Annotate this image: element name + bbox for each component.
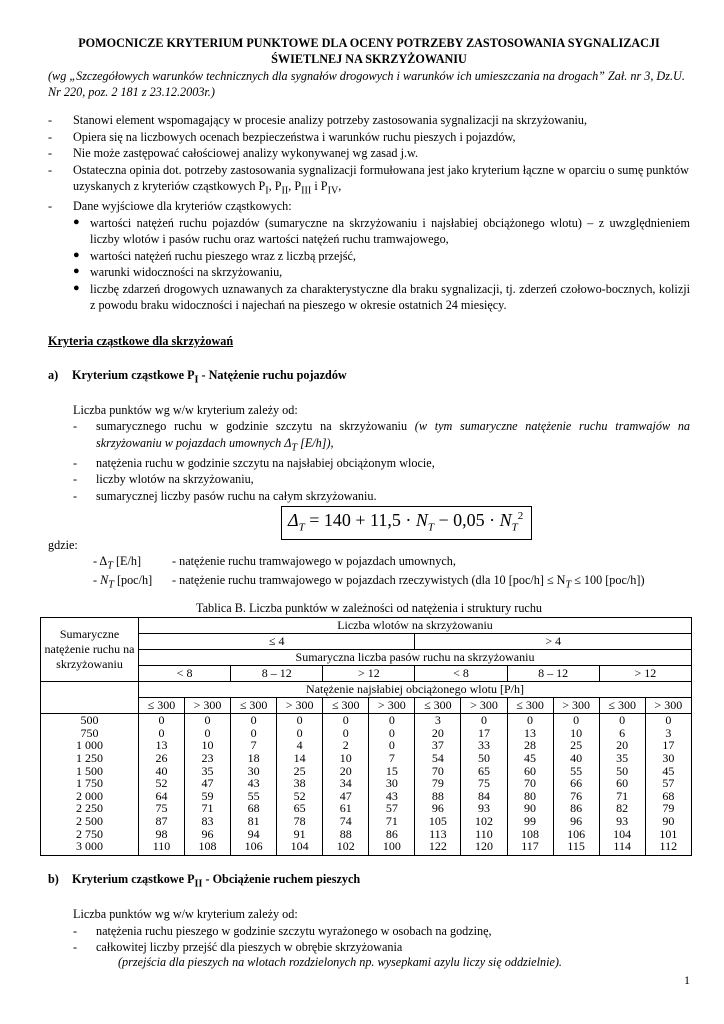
table-cell: 70 (507, 777, 553, 790)
bullet-item: ● wartości natężeń ruchu pojazdów (sumaryczne na skrzyżowaniu i najsłabiej obciążonego wlotu) – z uwzględnieniem liczby wlotów i pasów ruchu oraz wartości natężeń ruchu tramwajowego, (73, 215, 690, 247)
table-cell: 76 (553, 790, 599, 803)
table-cell: 0 (277, 727, 323, 740)
table-row (41, 840, 692, 856)
points-table (40, 617, 692, 856)
table-cell: 99 (507, 815, 553, 828)
table-cell: 52 (139, 777, 185, 790)
table-cell: 83 (184, 815, 230, 828)
table-cell: 88 (415, 790, 461, 803)
row-header: 750 (41, 727, 139, 740)
definition-row: - $N_T$ [poc/h] - natężenie ruchu tramwajowego w pojazdach rzeczywistych (dla 10 $[poc/h] \le N_T \le 100$ [poc/h]) (93, 572, 645, 591)
list-item: - liczby wlotów na skrzyżowaniu, (73, 472, 254, 487)
table-cell: 75 (139, 802, 185, 815)
table-cell: 40 (553, 752, 599, 765)
table-cell: 108 (184, 840, 230, 856)
list-item: - Opiera się na liczbowych ocenach bezpieczeństwa i warunków ruchu pieszych i pojazdów, (48, 129, 516, 144)
column-header: ≤ 300 (231, 698, 277, 714)
table-cell: 82 (599, 802, 645, 815)
table-cell: 93 (599, 815, 645, 828)
list-item: - całkowitej liczby przejść dla pieszych w obrębie skrzyżowania (73, 940, 403, 954)
table-cell: 50 (461, 752, 507, 765)
list-item: - Stanowi element wspomagający w procesie analizy potrzeby zastosowania sygnalizacji na skrzyżowaniu, (48, 113, 588, 128)
table-cell: 93 (461, 802, 507, 815)
table-cell: 23 (184, 752, 230, 765)
table-cell: 7 (369, 752, 415, 765)
table-cell: 52 (277, 790, 323, 803)
table-cell: 3 (415, 714, 461, 727)
column-header: > 300 (645, 698, 691, 714)
table-cell: 55 (231, 790, 277, 803)
row-header: 1 500 (41, 765, 139, 778)
table-cell: 0 (184, 727, 230, 740)
table-cell: 101 (645, 828, 691, 841)
table-cell: 105 (415, 815, 461, 828)
table-cell: 86 (553, 802, 599, 815)
bullet-list (48, 215, 690, 314)
table-cell: 30 (369, 777, 415, 790)
table-cell: 13 (507, 727, 553, 740)
table-cell: 34 (323, 777, 369, 790)
table-cell: 28 (507, 739, 553, 752)
list-item: - natężenia ruchu pieszego w godzinie szczytu wyrażonego w osobach na godzinę, (73, 923, 492, 938)
table-cell: 66 (553, 777, 599, 790)
row-header: 500 (41, 714, 139, 727)
table-cell: 112 (645, 840, 691, 856)
table-cell: 0 (369, 714, 415, 727)
table-cell: 61 (323, 802, 369, 815)
table-row (41, 828, 692, 841)
table-cell: 35 (599, 752, 645, 765)
table-cell: 4 (277, 739, 323, 752)
table-cell: 45 (507, 752, 553, 765)
criterion-b-list (48, 923, 690, 956)
bullet-item: ● liczbę zdarzeń drogowych uznawanych za charakterystyczne dla braku sygnalizacji, tj. zderzeń czołowo-bocznych, kolizji z powodu braku widoczności i najechań na pieszego w okresie ostatnich 24 miesięcy. (73, 281, 690, 313)
column-header: > 300 (277, 698, 323, 714)
table-cell: 98 (139, 828, 185, 841)
table-cell: 20 (415, 727, 461, 740)
table-cell: 0 (553, 714, 599, 727)
table-cell: 96 (415, 802, 461, 815)
table-cell: 102 (461, 815, 507, 828)
table-cell: 17 (645, 739, 691, 752)
table-cell: 122 (415, 840, 461, 856)
table-cell: 20 (323, 765, 369, 778)
row-header: 3 000 (41, 840, 139, 856)
criterion-a-intro: Liczba punktów wg w/w kryterium zależy od: (73, 403, 298, 418)
criterion-a-heading: a) Kryterium cząstkowe $P_I$ - Natężenie ruchu pojazdów (48, 368, 347, 386)
bullet-item: ● wartości natężeń ruchu pieszego wraz z liczbą przejść, (73, 248, 356, 263)
table-cell: 47 (323, 790, 369, 803)
table-cell: 0 (231, 714, 277, 727)
table-cell: 87 (139, 815, 185, 828)
table-cell: 0 (139, 727, 185, 740)
table-cell: 90 (645, 815, 691, 828)
table-cell: 18 (231, 752, 277, 765)
where-label: gdzie: (48, 538, 78, 553)
table-cell: 65 (461, 765, 507, 778)
table-cell: 71 (184, 802, 230, 815)
table-cell: 80 (507, 790, 553, 803)
table-cell: 0 (323, 714, 369, 727)
column-header: ≤ 300 (599, 698, 645, 714)
table-cell: 60 (507, 765, 553, 778)
table-cell: 0 (184, 714, 230, 727)
table-cell: 114 (599, 840, 645, 856)
table-cell: 71 (369, 815, 415, 828)
table-row (41, 765, 692, 778)
column-header: ≤ 300 (507, 698, 553, 714)
table-cell: 15 (369, 765, 415, 778)
page-title: POMOCNICZE KRYTERIUM PUNKTOWE DLA OCENY POTRZEBY ZASTOSOWANIA SYGNALIZACJI ŚWIETLNEJ NA SKRZYŻOWANIU (78, 36, 660, 66)
table-row (41, 790, 692, 803)
table-cell: 0 (507, 714, 553, 727)
column-header: ≤ 300 (415, 698, 461, 714)
table-header: Sumaryczne natężenie ruchu na skrzyżowaniu Liczba wlotów na skrzyżowaniu ≤ 4 > 4 Sumaryczna liczba pasów ruchu na skrzyżowaniu < 8 8 – 12 > 12 < 8 8 – 12 > 12 Natężenie najsłabiej obciążonego wlotu [P/h] ≤ 300 > 300 ≤ 300 > 300 ≤ 300 > 300 ≤ 300 > 300 ≤ 300 > 300 ≤ 300 > 300 (41, 618, 692, 714)
table-cell: 59 (184, 790, 230, 803)
table-cell: 25 (553, 739, 599, 752)
table-cell: 96 (553, 815, 599, 828)
row-header: 2 000 (41, 790, 139, 803)
table-cell: 50 (599, 765, 645, 778)
table-cell: 96 (184, 828, 230, 841)
table-cell: 110 (139, 840, 185, 856)
table-cell: 70 (415, 765, 461, 778)
table-cell: 0 (369, 727, 415, 740)
list-item: - sumarycznej liczby pasów ruchu na całym skrzyżowaniu. (73, 488, 377, 503)
table-cell: 54 (415, 752, 461, 765)
column-header: > 300 (184, 698, 230, 714)
table-row (41, 815, 692, 828)
tram-formula: $\Delta_T = 140 + 11,5 \cdot N_T - 0,05 \cdot N_T^2$ (281, 506, 532, 539)
table-cell: 14 (277, 752, 323, 765)
table-cell: 57 (369, 802, 415, 815)
table-cell: 120 (461, 840, 507, 856)
row-header: 1 000 (41, 739, 139, 752)
table-cell: 47 (184, 777, 230, 790)
table-cell: 79 (415, 777, 461, 790)
intro-list (48, 112, 690, 313)
table-row (41, 727, 692, 740)
table-cell: 0 (461, 714, 507, 727)
list-item: - Nie może zastępować całościowej analizy wykonywanej wg zasad j.w. (48, 146, 419, 161)
list-item: - sumarycznego ruchu w godzinie szczytu na skrzyżowaniu (w tym sumaryczne natężenie ruchu tramwajów na skrzyżowaniu w pojazdach umownych $\Delta_T$ [E/h]), (73, 419, 691, 454)
column-header: > 300 (461, 698, 507, 714)
table-cell: 0 (645, 714, 691, 727)
definition-row: - $\Delta_T$ [E/h] - natężenie ruchu tramwajowego w pojazdach umownych, (93, 553, 456, 572)
table-caption: Tablica B. Liczba punktów w zależności od natężenia i struktury ruchu (195, 600, 543, 615)
table-cell: 43 (231, 777, 277, 790)
document-page (44, 36, 691, 971)
table-cell: 10 (184, 739, 230, 752)
table-cell: 75 (461, 777, 507, 790)
table-cell: 26 (139, 752, 185, 765)
table-cell: 113 (415, 828, 461, 841)
column-header: > 300 (369, 698, 415, 714)
table-cell: 78 (277, 815, 323, 828)
table-cell: 57 (645, 777, 691, 790)
table-cell: 81 (231, 815, 277, 828)
table-cell: 40 (139, 765, 185, 778)
table-cell: 10 (553, 727, 599, 740)
table-cell: 90 (507, 802, 553, 815)
row-header: 1 250 (41, 752, 139, 765)
formula-row (48, 506, 690, 540)
table-cell: 25 (277, 765, 323, 778)
table-cell: 64 (139, 790, 185, 803)
table-cell: 33 (461, 739, 507, 752)
table-cell: 30 (231, 765, 277, 778)
table-cell: 0 (277, 714, 323, 727)
table-row (41, 777, 692, 790)
table-cell: 106 (231, 840, 277, 856)
table-cell: 115 (553, 840, 599, 856)
column-header: ≤ 300 (139, 698, 185, 714)
source-reference: (wg „Szczegółowych warunków technicznych dla sygnałów drogowych i warunków ich umieszczania na drogach” Zał. nr 3, Dz.U. Nr 220, poz. 2 181 z 23.12.2003r.) (48, 68, 685, 99)
list-item: - natężenia ruchu w godzinie szczytu na najsłabiej obciążonym wlocie, (73, 456, 435, 471)
first-col-header: Sumaryczne natężenie ruchu na skrzyżowaniu (41, 618, 139, 682)
definitions (93, 554, 690, 592)
table-cell: 110 (461, 828, 507, 841)
table-cell: 71 (599, 790, 645, 803)
table-cell: 79 (645, 802, 691, 815)
table-cell: 65 (277, 802, 323, 815)
row-header: 2 500 (41, 815, 139, 828)
row-header: 2 750 (41, 828, 139, 841)
table-cell: 13 (139, 739, 185, 752)
table-row (41, 752, 692, 765)
criterion-a-list (48, 418, 690, 504)
list-item: - Ostateczna opinia dot. potrzeby zastosowania sygnalizacji formułowana jest jako kryterium łączne w oparciu o sumę punktów uzyskanych z kryteriów cząstkowych $P_I$, $P_{II}$, $P_{III}$ i $P_{IV}$, (48, 162, 689, 197)
column-header: ≤ 300 (323, 698, 369, 714)
table-cell: 45 (645, 765, 691, 778)
table-cell: 43 (369, 790, 415, 803)
page-number: 1 (684, 973, 690, 987)
table-cell: 68 (231, 802, 277, 815)
table-row (41, 714, 692, 727)
table-cell: 30 (645, 752, 691, 765)
table-cell: 94 (231, 828, 277, 841)
table-row (41, 802, 692, 815)
table-cell: 38 (277, 777, 323, 790)
table-cell: 84 (461, 790, 507, 803)
table-cell: 91 (277, 828, 323, 841)
table-cell: 17 (461, 727, 507, 740)
table-cell: 7 (231, 739, 277, 752)
table-cell: 0 (369, 739, 415, 752)
row-header: 2 250 (41, 802, 139, 815)
table-body (41, 714, 692, 856)
table-cell: 74 (323, 815, 369, 828)
criterion-b-heading: b) Kryterium cząstkowe $P_{II}$ - Obciążenie ruchem pieszych (48, 872, 361, 890)
table-cell: 0 (599, 714, 645, 727)
table-cell: 37 (415, 739, 461, 752)
table-cell: 2 (323, 739, 369, 752)
criterion-b-note: (przejścia dla pieszych na wlotach rozdzielonych np. wysepkami azylu liczy się oddzielnie). (118, 955, 562, 970)
bullet-item: ● warunki widoczności na skrzyżowaniu, (73, 265, 283, 280)
table-cell: 100 (369, 840, 415, 856)
table-cell: 10 (323, 752, 369, 765)
table-cell: 86 (369, 828, 415, 841)
table-cell: 3 (645, 727, 691, 740)
table-cell: 6 (599, 727, 645, 740)
table-cell: 104 (277, 840, 323, 856)
table-row (41, 739, 692, 752)
table-cell: 102 (323, 840, 369, 856)
table-cell: 0 (139, 714, 185, 727)
column-header: > 300 (553, 698, 599, 714)
table-cell: 0 (231, 727, 277, 740)
list-item: - Dane wyjściowe dla kryteriów cząstkowych: ● wartości natężeń ruchu pojazdów (sumaryczne na skrzyżowaniu i najsłabiej obciążonego wlotu) – z uwzględnieniem liczby wlotów i pasów ruchu oraz wartości natężeń ruchu tramwajowego, ● wartości natężeń ruchu pieszego wraz z liczbą przejść, ● warunki widoczności na skrzyżowaniu, ● liczbę zdarzeń drogowych uznawanych za charakterystyczne dla braku sygnalizacji, tj. zderzeń czołowo-bocznych, kolizji z powodu braku widoczności i najechań na pieszego w okresie ostatnich 24 miesięcy. (48, 199, 690, 313)
table-cell: 55 (553, 765, 599, 778)
table-cell: 104 (599, 828, 645, 841)
table-cell: 106 (553, 828, 599, 841)
table-cell: 20 (599, 739, 645, 752)
table-cell: 68 (645, 790, 691, 803)
table-cell: 108 (507, 828, 553, 841)
section-heading: Kryteria cząstkowe dla skrzyżowań (48, 333, 234, 348)
criterion-b-intro: Liczba punktów wg w/w kryterium zależy od: (73, 907, 298, 922)
table-cell: 60 (599, 777, 645, 790)
table-cell: 117 (507, 840, 553, 856)
table-cell: 0 (323, 727, 369, 740)
table-cell: 88 (323, 828, 369, 841)
row-header: 1 750 (41, 777, 139, 790)
table-cell: 35 (184, 765, 230, 778)
